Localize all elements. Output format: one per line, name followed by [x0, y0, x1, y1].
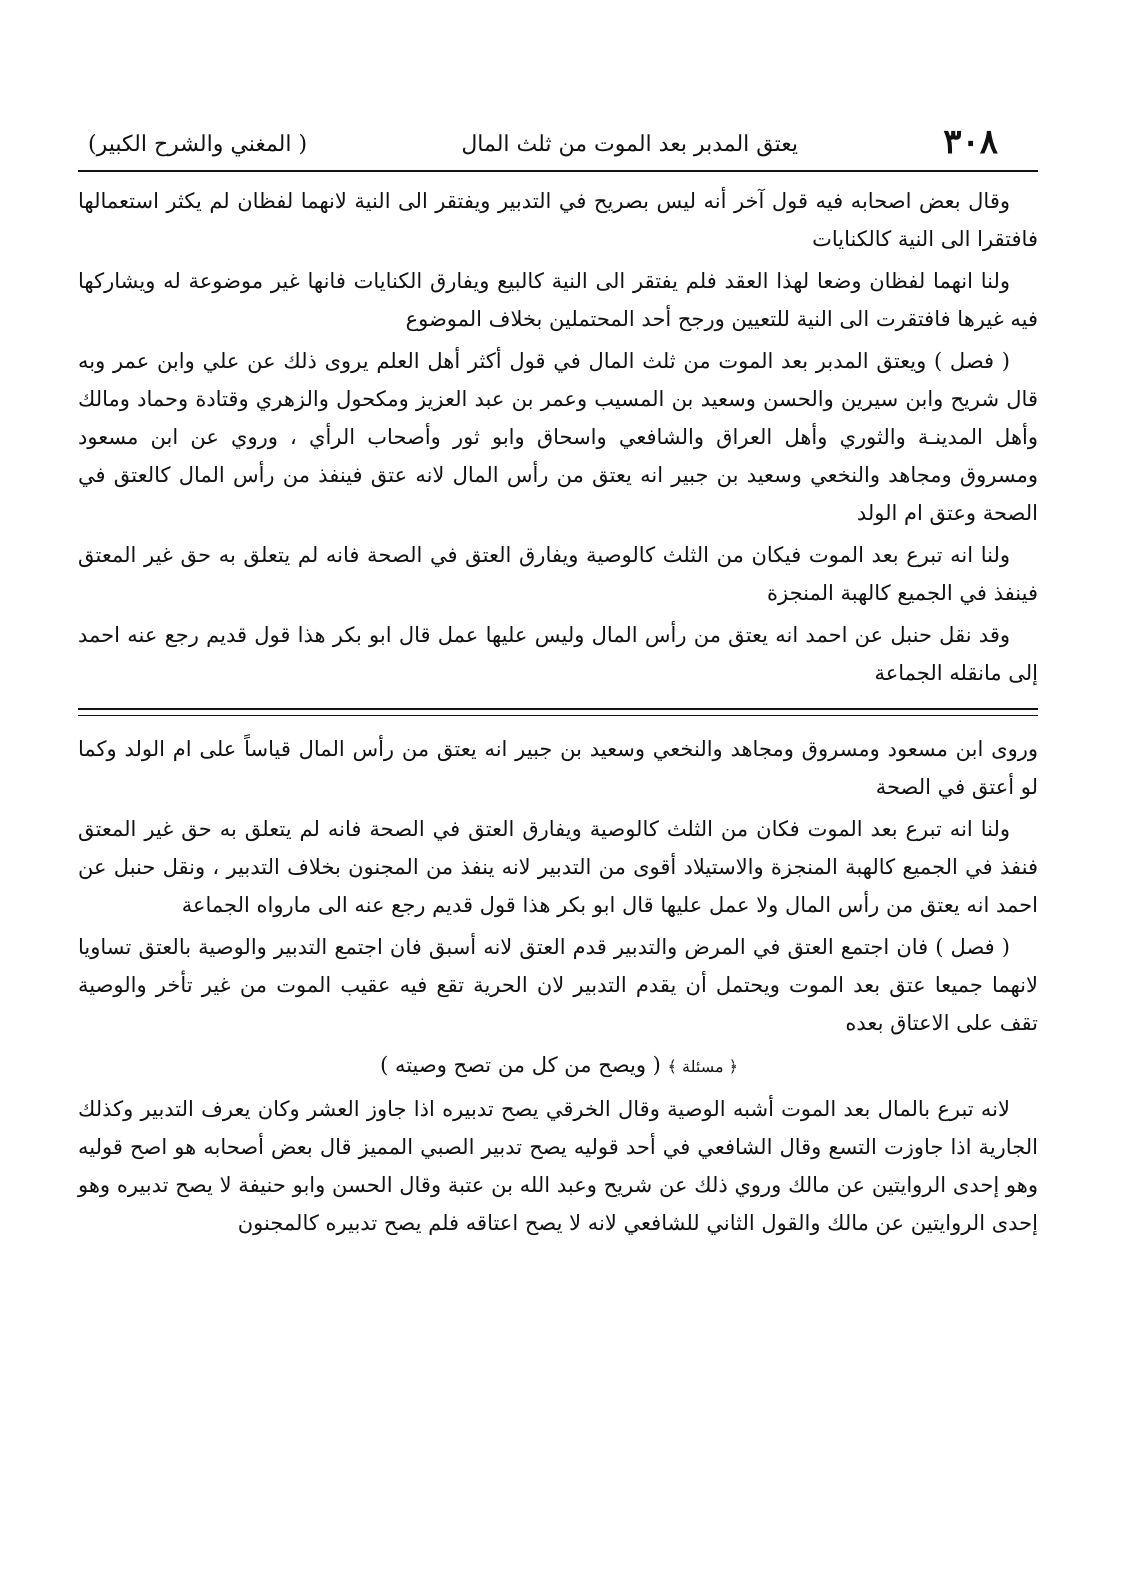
masala-heading — [78, 1046, 1038, 1086]
masala-label: ﴿ مسئلة ﴾ — [667, 1057, 738, 1076]
upper-text — [78, 182, 1038, 692]
running-title: يعتق المدبر بعد الموت من ثلث المال — [461, 132, 798, 157]
paragraph: وقد نقل حنبل عن احمد انه يعتق من رأس المال وليس عليها عمل قال ابو بكر هذا قول قديم رجع عنه احمد إلى مانقله الجماعة — [78, 623, 1038, 685]
section-divider — [78, 708, 1038, 716]
paragraph: ( فصل ) فان اجتمع العتق في المرض والتدبير قدم العتق لانه أسبق فان اجتمع التدبير والوصية بالعتق تساويا لانهما جميعا عتق بعد الموت ويحتمل أن يقدم التدبير لان الحرية تقع فيه عقيب الموت من غير تأخر والوصية تقف على الاعتاق بعده — [78, 935, 1038, 1035]
paragraph: ولنا انه تبرع بعد الموت فكان من الثلث كالوصية ويفارق العتق في الصحة فانه لم يتعلق به حق غير المعتق فنفذ في الجميع كالهبة المنجزة والاستيلاد أقوى من التدبير لانه ينفذ من المجنون بخلاف التدبير ، ونقل حنبل عن احمد انه يعتق من رأس المال ولا عمل عليها قال ابو بكر هذا قول قديم رجع عنه الى مارواه الجماعة — [78, 817, 1038, 917]
paragraph: ولنا انهما لفظان وضعا لهذا العقد فلم يفتقر الى النية كالبيع ويفارق الكنايات فانها غير موضوعة له ويشاركها فيه غيرها فافتقرت الى النية للتعيين ورجح أحد المحتملين بخلاف الموضوع — [78, 269, 1038, 331]
page-header — [78, 118, 1038, 172]
paragraph: لانه تبرع بالمال بعد الموت أشبه الوصية وقال الخرقي يصح تدبيره اذا جاوز العشر وكان يعرف التدبير وكذلك الجارية اذا جاوزت التسع وقال الشافعي في أحد قوليه يصح تدبير الصبي المميز قال بعض أصحابه هو اصح قوليه وهو إحدى الروايتين عن مالك وروي ذلك عن شريح وعبد الله بن عتبة وقال الحسن وابو حنيفة لا يصح تدبيره وهو إحدى الروايتين عن مالك والقول الثاني للشافعي لانه لا يصح اعتاقه فلم يصح تدبيره كالمجنون — [78, 1097, 1038, 1235]
page-number: ٣٠٨ — [943, 122, 998, 162]
book-page — [78, 118, 1038, 1246]
paragraph: وروى ابن مسعود ومسروق ومجاهد والنخعي وسعيد بن جبير انه يعتق من رأس المال قياساً على ام الولد وكما لو أعتق في الصحة — [78, 737, 1038, 799]
masala-text: ( ويصح من كل من تصح وصيته ) — [380, 1053, 661, 1077]
book-title: ( المغني والشرح الكبير) — [88, 132, 308, 157]
paragraph: ( فصل ) ويعتق المدبر بعد الموت من ثلث المال في قول أكثر أهل العلم يروى ذلك عن علي وابن عمر وبه قال شريح وابن سيرين والحسن وسعيد بن المسيب وعمر بن عبد العزيز ومكحول والزهري وقتادة وحماد ومالك وأهل المدينـة والثوري وأهل العراق والشافعي واسحاق وابو ثور وأصحاب الرأي ، وروي عن ابن مسعود ومسروق ومجاهد والنخعي وسعيد بن جبير انه يعتق من رأس المال لانه عتق فينفذ من رأس المال كالعتق في الصحة وعتق ام الولد — [78, 349, 1038, 525]
lower-text — [78, 730, 1038, 1242]
paragraph: وقال بعض اصحابه فيه قول آخر أنه ليس بصريح في التدبير ويفتقر الى النية لانهما لفظان لم يكثر استعمالها فافتقرا الى النية كالكنايات — [78, 189, 1038, 251]
paragraph: ولنا انه تبرع بعد الموت فيكان من الثلث كالوصية ويفارق العتق في الصحة فانه لم يتعلق به حق غير المعتق فينفذ في الجميع كالهبة المنجزة — [78, 543, 1038, 605]
